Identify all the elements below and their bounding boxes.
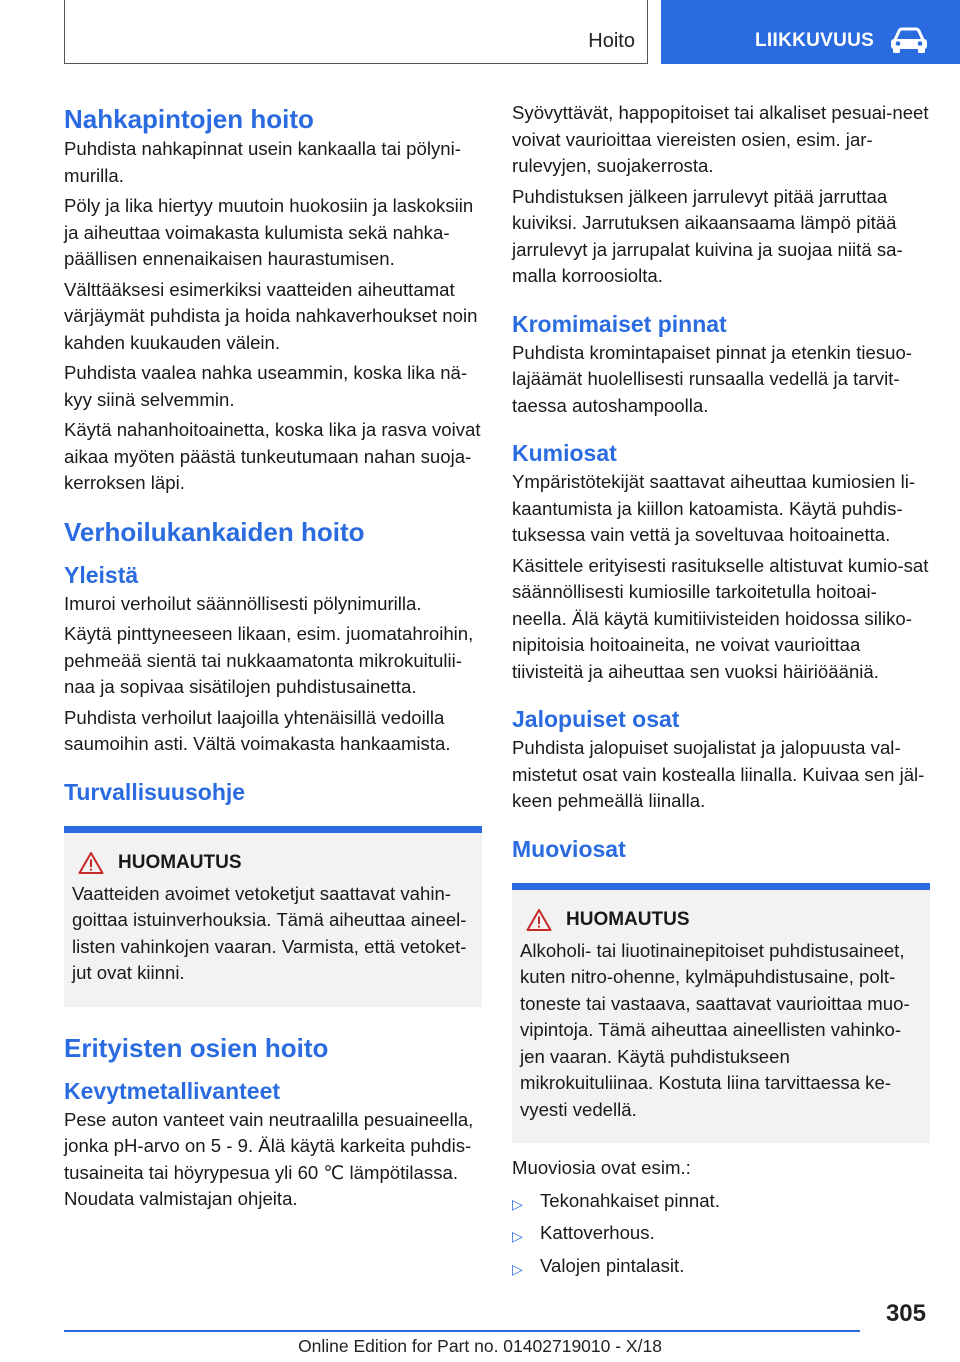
continued-paragraph-2: Puhdistuksen jälkeen jarrulevyt pitää jarruttaa kuiviksi. Jarrutuksen aikaansaama lämpö pitää jarrulevyt ja jarrupalat kuivina ja suojaa niitä sa-malla korroosiolta. [512, 185, 903, 286]
note-text: Alkoholi- tai liuotinainepitoiset puhdistusaineet, kuten nitro-ohenne, kylmäpuhdistusaine, polt-toneste tai vastaava, saattavat vaurioittaa muo-vipintoja. Tämä aiheuttaa aineellisten vahinko-jen vaaran. Käytä puhdistukseen mikrokuituliinaa. Kostuta liina tarvittaessa ke-vyesti vedellä. [520, 939, 910, 1120]
header-chapter-tab[interactable] [661, 0, 960, 64]
leather-paragraph-2: Pöly ja lika hiertyy muutoin huokosiin ja laskoksiin ja aiheuttaa voimakasta kulumista sekä nahka-päällisen ennenaikaisen haurastumisen. [64, 195, 474, 269]
leather-paragraph-5: Käytä nahanhoitoainetta, koska lika ja rasva voivat aikaa myöten päästä tunkeutumaan nahan suoja-kerroksen läpi. [64, 419, 481, 493]
warning-icon [78, 851, 104, 875]
general-paragraph-2: Käytä pinttyneeseen likaan, esim. juomatahroihin, pehmeää sientä tai nukkaamatonta mikrokuitulii-naa ja sopivaa sisätilojen puhdistusainetta. [64, 623, 474, 697]
triangle-bullet-icon: ▷ [512, 1228, 523, 1244]
rubber-paragraph-1: Ympäristötekijät saattavat aiheuttaa kumiosien li-kaantumista ja kiillon katoamista. Käytä puhdis-tuksessa vain vettä ja soveltuvaa hoitoainetta. [512, 471, 916, 545]
header-chapter-title: LIIKKUVUUS [755, 30, 875, 51]
precious-paragraph-1: Puhdista jalopuiset suojalistat ja jalopuusta val-mistetut osat vain kostealla liinalla. Kuivaa sen jäl-keen pehmeällä liinalla. [512, 737, 925, 811]
plastic-note-box [512, 883, 930, 1144]
alloy-paragraph-1: Pese auton vanteet vain neutraalilla pesuaineella, jonka pH-arvo on 5 - 9. Älä käytä karkeita puhdis-tusaineita tai höyrypesua yli 60 ℃ lämpötilassa. Noudata valmistajan ohjeita. [64, 1108, 474, 1209]
general-paragraph-3: Puhdista verhoilut laajoilla yhtenäisillä vedoilla saumoihin asti. Vältä voimakasta hankaamista. [64, 706, 451, 754]
continued-paragraph-1: Syövyttävät, happopitoiset tai alkaliset pesuai-neet voivat vaurioittaa viereisten osien, esim. jar-rulevyjen, suojakerrosta. [512, 102, 929, 176]
footer [0, 1336, 960, 1357]
footer-edition-text: Online Edition for Part no. 01402719010 - X/18 [294, 1336, 666, 1356]
special-parts-title: Erityisten osien hoito [64, 1032, 329, 1063]
triangle-bullet-icon: ▷ [512, 1195, 523, 1212]
plastic-list [512, 1188, 930, 1280]
leather-paragraph-3: Välttääksesi esimerkiksi vaatteiden aiheuttamat värjäymät puhdista ja hoida nahkaverhoukset noin kahden kuukauden välein. [64, 278, 478, 353]
rubber-title: Kumiosat [512, 440, 617, 466]
list-item [512, 1253, 930, 1280]
list-item [512, 1220, 930, 1247]
left-column [64, 100, 482, 1213]
note-header [520, 908, 922, 932]
rubber-paragraph-2: Käsittele erityisesti rasitukselle altistuvat kumio-sat säännöllisesti kumiosille tarkoitetulla hoitoai-neella. Älä käytä kumitiivisteiden hoidossa siliko-nipitoisia hoitoaineita, ne voivat vaurioittaa tiivisteitä ja aiheuttaa sen vuoksi häiriöääniä. [512, 554, 929, 682]
list-item-text: Kattoverhous. [540, 1222, 655, 1243]
car-icon [889, 26, 929, 54]
footer-divider [64, 1330, 860, 1332]
general-title: Yleistä [64, 561, 139, 588]
leather-paragraph-4: Puhdista vaalea nahka useammin, koska lika nä-kyy siinä selvemmin. [64, 362, 468, 410]
list-item-text: Tekonahkaiset pinnat. [540, 1189, 720, 1211]
leather-care-title: Nahkapintojen hoito [64, 104, 314, 134]
upholstery-care-title: Verhoilukankaiden hoito [64, 516, 365, 547]
note-label: HUOMAUTUS [118, 851, 242, 873]
general-paragraph-1: Imuroi verhoilut säännöllisesti pölynimurilla. [64, 592, 422, 614]
safety-title: Turvallisuusohje [64, 778, 246, 805]
plastic-intro: Muoviosia ovat esim.: [512, 1157, 691, 1178]
list-item [512, 1188, 930, 1215]
note-header [72, 851, 474, 875]
page-number: 305 [885, 1300, 926, 1327]
chrome-title: Kromimaiset pinnat [512, 310, 727, 337]
chrome-paragraph-1: Puhdista kromintapaiset pinnat ja etenkin tiesuo-lajäämät huolellisesti runsaalla vedellä ja tarvit-taessa autoshampoolla. [512, 341, 913, 416]
header-section-box [64, 0, 648, 64]
right-column [512, 100, 930, 1279]
triangle-bullet-icon: ▷ [512, 1260, 523, 1277]
list-item-text: Valojen pintalasit. [540, 1254, 685, 1276]
warning-icon [526, 908, 552, 932]
safety-note-box [64, 826, 482, 1007]
header-section-title: Hoito [588, 30, 635, 52]
precious-wood-title: Jalopuiset osat [512, 706, 680, 732]
note-label: HUOMAUTUS [566, 908, 690, 930]
plastic-title: Muoviosat [512, 835, 626, 862]
note-text: Vaatteiden avoimet vetoketjut saattavat vahin-goittaa istuinverhouksia. Tämä aiheuttaa aineel-listen vahinkojen vaaran. Varmista, että vetoket-jut ovat kiinni. [72, 882, 467, 983]
leather-paragraph-1: Puhdista nahkapinnat usein kankaalla tai pölyni-murilla. [64, 138, 461, 186]
alloy-wheels-title: Kevytmetallivanteet [64, 1077, 281, 1104]
